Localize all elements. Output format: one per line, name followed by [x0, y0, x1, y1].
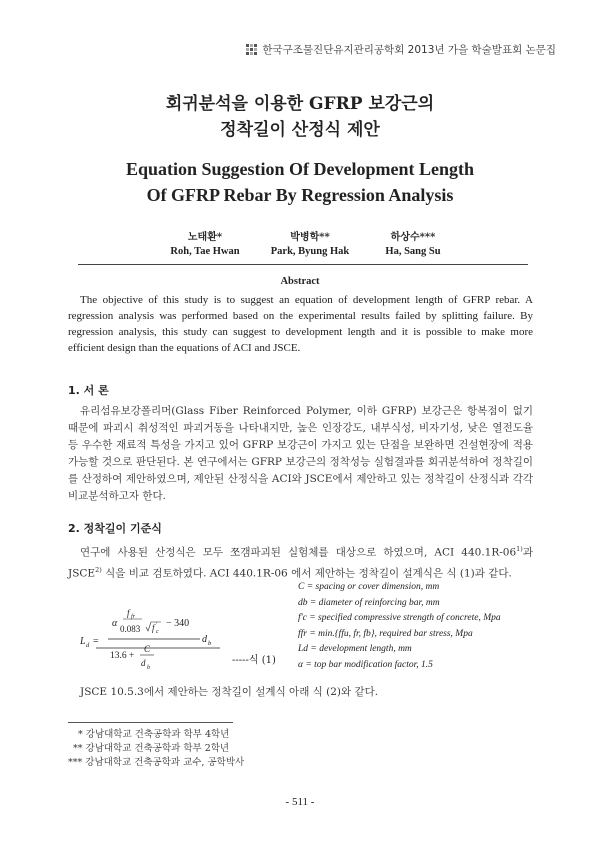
author-1-english: Roh, Tae Hwan	[170, 246, 240, 257]
svg-text:f: f	[152, 623, 155, 633]
svg-text:f: f	[127, 608, 130, 618]
title-korean-line2: 정착길이 산정식 제안	[220, 120, 380, 140]
abstract-title: Abstract	[280, 276, 320, 287]
author-2-korean: 박병학**	[290, 232, 330, 243]
divider-rule	[78, 264, 528, 265]
section-2-heading: 2. 정착길이 기준식	[68, 522, 162, 535]
svg-text:fr: fr	[131, 614, 136, 620]
section-2-intro	[68, 541, 533, 582]
title-english-line2: Of GFRP Rebar By Regression Analysis	[146, 185, 454, 205]
section-1-body: 유리섬유보강폴리머(Glass Fiber Reinforced Polymer, 이하 GFRP) 보강근은 항복점이 없기 때문에 파괴시 취성적인 파괴거동을 나타내지만, 높은 인장강도, 내부식성, 비자기성, 낮은 열전도율 등 우수한 재료적 특성을 가지고 있어 GFRP 보강근이 가지고 있는 단점을 보완하면 건설현장에 적용 가능할 것으로 판단된다. 본 연구에서는 GFRP 보강근의 정착성능 실험결과를 회귀분석하여 정착길이를 산정하여 제안하였으며, 제안된 산정식을 ACI와 JSCE에서 제안하고 있는 정착길이 산정식과 각각 비교분석하고자 한다.	[68, 405, 533, 502]
author-3-english: Ha, Sang Su	[385, 246, 441, 257]
section-2-after-text: JSCE 10.5.3에서 제안하는 정착길이 설계식 아래 식 (2)와 같다.	[80, 686, 379, 698]
variable-ld: Ld = development length, mm	[298, 644, 412, 654]
footnote-rule	[68, 722, 233, 723]
abstract-body: The objective of this study is to suggest an equation of development length of GFRP rebar. A regression analysis was performed based on the experimental results failed by splitting failure. By regression analysis, this study can suggest to development length and it is possible to make more efficient design than the equations of ACI and JSCE.	[68, 294, 533, 354]
svg-text:': '	[156, 622, 158, 628]
svg-text:α: α	[112, 618, 118, 629]
author-2-english: Park, Byung Hak	[270, 246, 350, 257]
svg-text:d: d	[202, 634, 207, 645]
svg-text:d: d	[141, 658, 146, 668]
title-korean-line1: 회귀분석을 이용한 GFRP 보강근의	[165, 94, 435, 114]
svg-text:b: b	[208, 640, 212, 647]
running-header	[246, 42, 556, 57]
title-english-line1: Equation Suggestion Of Development Length	[125, 159, 475, 179]
variable-c: C = spacing or cover dimension, mm	[298, 582, 440, 592]
author-3	[348, 228, 478, 257]
svg-text:d: d	[86, 642, 90, 649]
reference-2: 2)	[95, 565, 102, 574]
svg-text:c: c	[156, 629, 159, 635]
svg-text:13.6 +: 13.6 +	[110, 651, 135, 661]
footnotes	[68, 728, 244, 770]
author-3-korean: 하상수***	[390, 232, 436, 243]
svg-text:b: b	[147, 665, 150, 671]
page-number: - 511 -	[285, 796, 315, 808]
section-2-text-c: 식을 비교 검토하였다. ACI 440.1R-06 에서 제안하는 정착길이 설계식은 식 (1)과 같다.	[101, 567, 512, 579]
variable-ffr: ffr = min.{ffu, fr, fb}, required bar stress, Mpa	[298, 628, 473, 639]
footnote-2: ** 강남대학교 건축공학과 학부 2학년	[73, 743, 230, 754]
author-1-korean: 노태환*	[187, 232, 223, 243]
footnote-3: *** 강남대학교 건축공학과 교수, 공학박사	[68, 757, 245, 768]
header-text: 한국구조물진단유지관리공학회 2013년 가을 학술발표회 논문집	[262, 44, 556, 56]
variable-definitions	[298, 580, 501, 673]
reference-1: 1)	[516, 545, 523, 553]
variable-db: db = diameter of reinforcing bar, mm	[298, 597, 440, 608]
variable-fc: f'c = specified compressive strength of concrete, Mpa	[298, 613, 501, 623]
svg-text:=: =	[93, 636, 99, 647]
footnote-1: * 강남대학교 건축공학과 학부 4학년	[78, 729, 230, 740]
svg-text:− 340: − 340	[166, 618, 190, 629]
svg-text:C: C	[144, 644, 151, 654]
section-2-text-a: 연구에 사용된 산정식은 모두 쪼갬파괴된 실험체를 대상으로 하였으며, ACI 440.1R-06	[80, 546, 517, 559]
svg-text:0.083: 0.083	[120, 624, 141, 634]
header-dots-icon	[246, 44, 257, 55]
variable-alpha: α = top bar modification factor, 1.5	[298, 659, 433, 670]
section-1-heading: 1. 서 론	[68, 384, 109, 397]
section-2-text-b: 과 JSCE	[68, 546, 533, 579]
equation-1-label: -----식 (1)	[232, 655, 276, 666]
svg-text:L: L	[80, 636, 86, 647]
